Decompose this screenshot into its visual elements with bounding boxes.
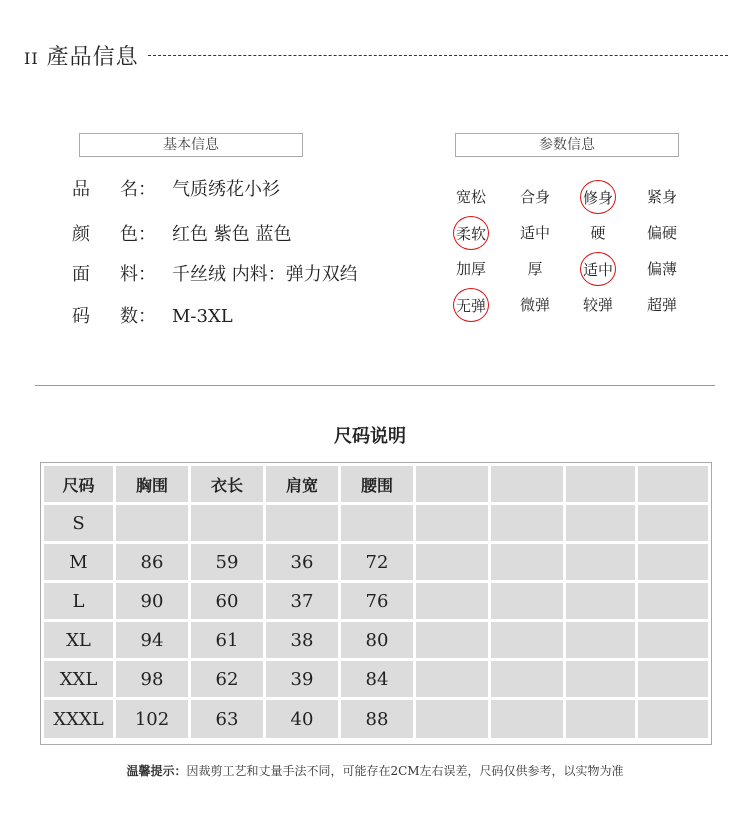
table-cell — [491, 622, 563, 658]
param-option: 偏硬 — [646, 224, 677, 242]
table-header-cell — [416, 466, 488, 502]
size-table — [40, 462, 712, 745]
table-cell: XL — [44, 622, 113, 658]
table-header-cell — [491, 466, 563, 502]
basic-info-box: 基本信息 — [79, 133, 303, 157]
table-cell — [638, 544, 708, 580]
table-cell — [566, 544, 635, 580]
note-text: 因裁剪工艺和丈量手法不同，可能存在2CM左右误差，尺码仅供参考，以实物为准 — [186, 764, 624, 778]
param-option: 合身 — [519, 188, 550, 206]
table-cell: 59 — [191, 544, 263, 580]
table-cell: 61 — [191, 622, 263, 658]
table-cell — [491, 583, 563, 619]
table-header-cell — [638, 466, 708, 502]
table-cell — [638, 700, 708, 738]
note-label: 温馨提示： — [126, 764, 187, 778]
table-cell — [491, 505, 563, 541]
table-cell: 80 — [341, 622, 413, 658]
field-label: 颜 — [72, 224, 90, 245]
table-cell: 98 — [116, 661, 188, 697]
param-option: 微弹 — [519, 296, 550, 314]
section-title: 產品信息 — [46, 45, 139, 70]
param-option: 适中 — [519, 224, 550, 242]
field-value: M-3XL — [172, 306, 233, 327]
table-cell: 76 — [341, 583, 413, 619]
table-header-cell — [566, 466, 635, 502]
table-cell: XXXL — [44, 700, 113, 738]
field-value: 气质绣花小衫 — [172, 179, 280, 200]
table-cell: L — [44, 583, 113, 619]
field-value: 红色 紫色 蓝色 — [172, 224, 292, 245]
param-option: 硬 — [590, 224, 606, 242]
size-chart-title: 尺码说明 — [334, 426, 406, 447]
table-cell: 63 — [191, 700, 263, 738]
field-label: 名： — [120, 179, 156, 200]
table-cell: 38 — [266, 622, 338, 658]
field-label: 品 — [72, 179, 90, 200]
table-cell: 60 — [191, 583, 263, 619]
param-option: 偏薄 — [646, 260, 677, 278]
table-cell — [566, 661, 635, 697]
table-cell — [416, 505, 488, 541]
table-cell: 102 — [116, 700, 188, 738]
table-cell — [416, 622, 488, 658]
field-label: 数： — [120, 306, 156, 327]
table-cell — [341, 505, 413, 541]
table-cell — [491, 661, 563, 697]
field-label: 码 — [72, 306, 90, 327]
param-option-selected: 无弹 — [453, 288, 489, 322]
table-cell: 86 — [116, 544, 188, 580]
table-cell — [491, 544, 563, 580]
section-marker: II — [24, 49, 39, 68]
param-option: 加厚 — [455, 260, 486, 278]
table-cell: 62 — [191, 661, 263, 697]
table-cell: 36 — [266, 544, 338, 580]
table-cell: M — [44, 544, 113, 580]
table-cell: 39 — [266, 661, 338, 697]
table-cell — [638, 583, 708, 619]
table-cell: XXL — [44, 661, 113, 697]
param-option: 较弹 — [582, 296, 613, 314]
table-cell: 94 — [116, 622, 188, 658]
table-cell: 84 — [341, 661, 413, 697]
param-option-selected: 适中 — [580, 252, 616, 286]
section-header — [24, 40, 139, 71]
table-cell: 88 — [341, 700, 413, 738]
table-cell: 90 — [116, 583, 188, 619]
param-option-selected: 修身 — [580, 180, 616, 214]
table-header-cell: 尺码 — [44, 466, 113, 502]
table-cell — [191, 505, 263, 541]
param-option: 厚 — [527, 260, 543, 278]
param-option: 紧身 — [646, 188, 677, 206]
field-label: 色： — [120, 224, 156, 245]
table-cell — [116, 505, 188, 541]
table-cell — [491, 700, 563, 738]
table-cell: 40 — [266, 700, 338, 738]
table-cell — [638, 661, 708, 697]
table-cell — [566, 505, 635, 541]
divider — [35, 385, 715, 386]
field-label: 料： — [120, 264, 156, 285]
table-header-cell: 衣长 — [191, 466, 263, 502]
table-header-cell: 腰围 — [341, 466, 413, 502]
table-cell: 72 — [341, 544, 413, 580]
field-label: 面 — [72, 264, 90, 285]
field-value: 千丝绒 内料：弹力双绉 — [172, 264, 358, 285]
table-cell — [416, 661, 488, 697]
table-cell — [566, 583, 635, 619]
table-header-cell: 胸围 — [116, 466, 188, 502]
table-cell — [638, 505, 708, 541]
table-cell — [638, 622, 708, 658]
table-cell — [266, 505, 338, 541]
table-cell — [416, 544, 488, 580]
param-option: 宽松 — [455, 188, 486, 206]
note — [0, 762, 750, 779]
table-header-cell: 肩宽 — [266, 466, 338, 502]
param-option: 超弹 — [646, 296, 677, 314]
table-cell — [416, 583, 488, 619]
table-cell: S — [44, 505, 113, 541]
dashed-divider — [148, 55, 728, 56]
table-cell — [566, 622, 635, 658]
params-info-box: 参数信息 — [455, 133, 679, 157]
table-cell: 37 — [266, 583, 338, 619]
table-cell — [416, 700, 488, 738]
table-cell — [566, 700, 635, 738]
param-option-selected: 柔软 — [453, 216, 489, 250]
